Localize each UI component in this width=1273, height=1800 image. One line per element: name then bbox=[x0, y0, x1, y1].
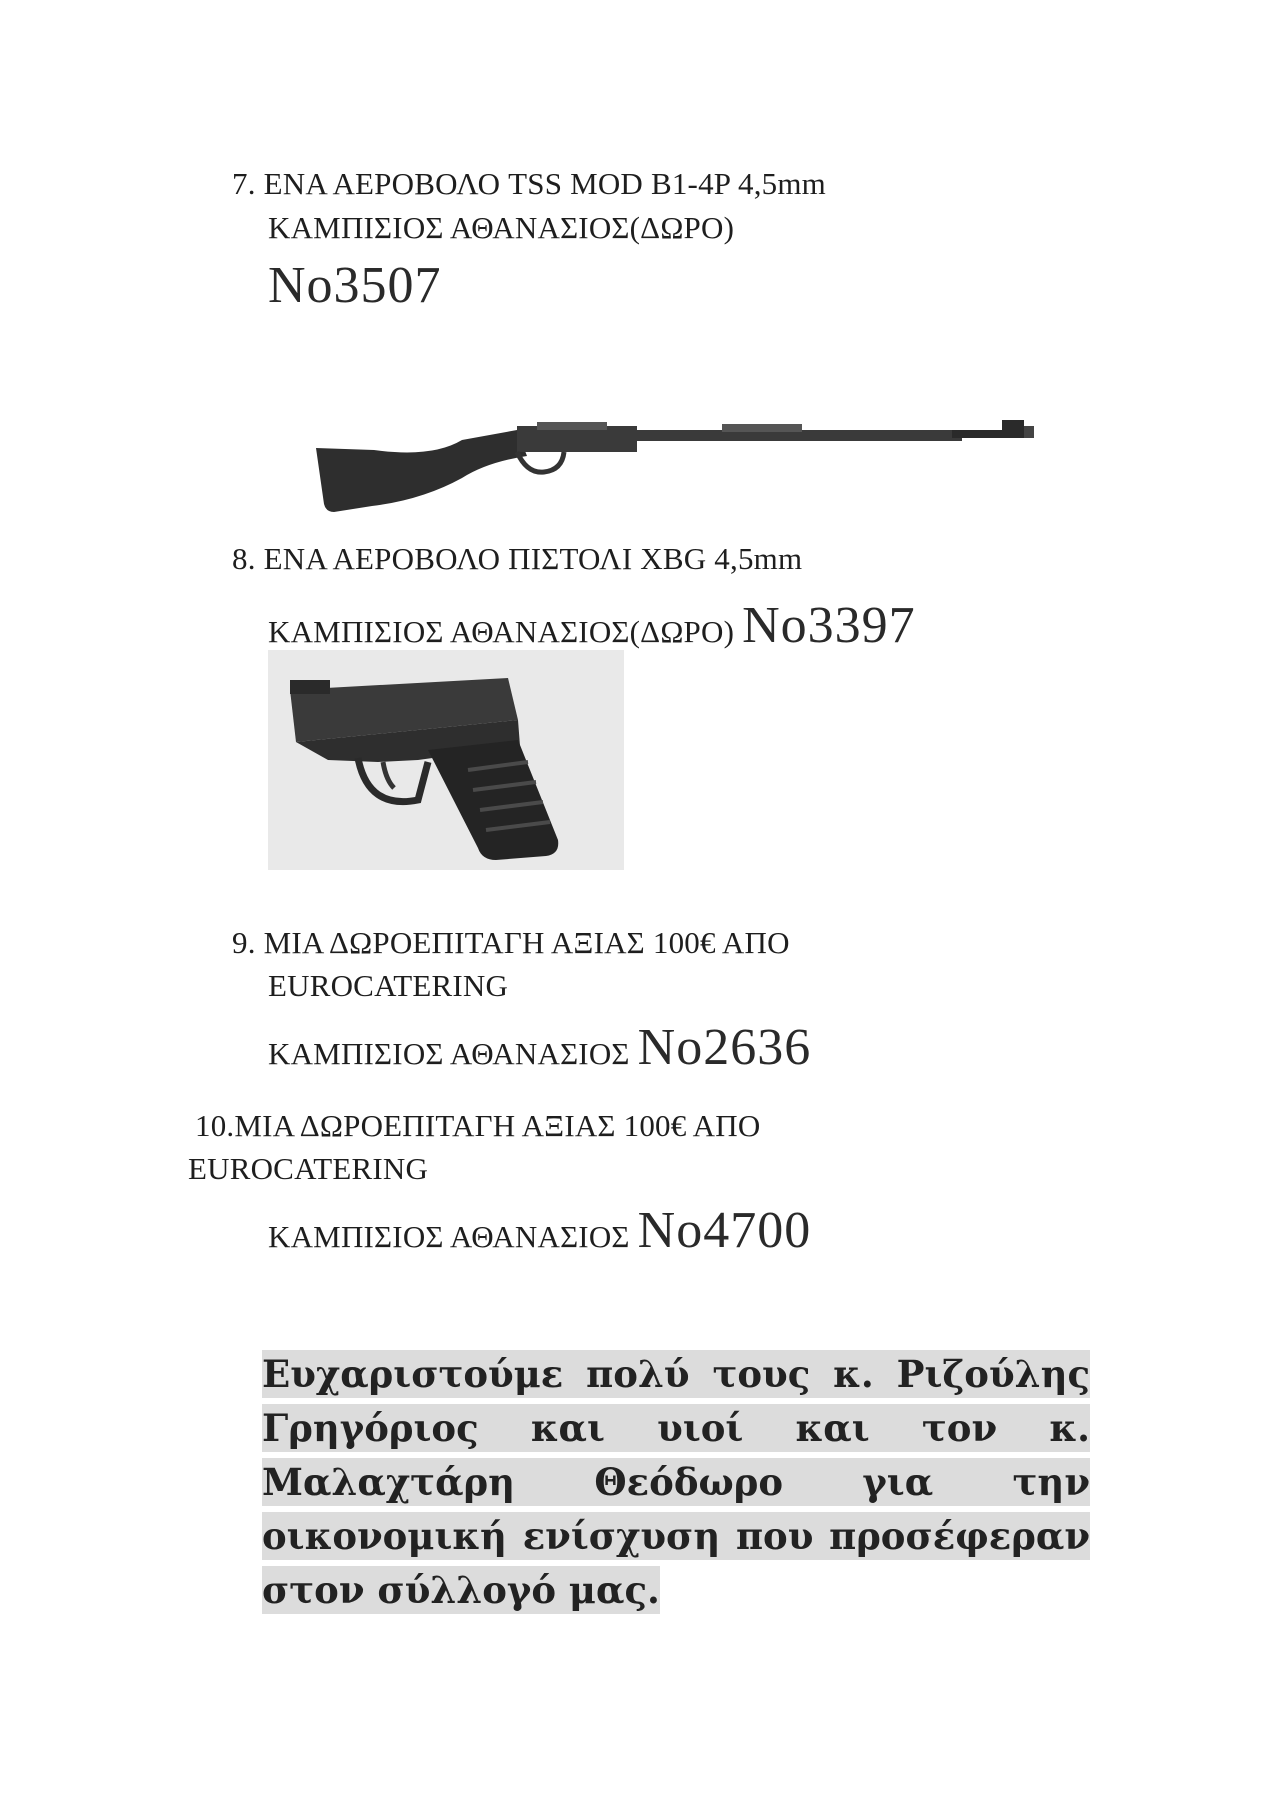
item-10-line2: EUROCATERING bbox=[188, 1151, 429, 1186]
item-9-number: No2636 bbox=[637, 1019, 812, 1076]
item-9-line2: EUROCATERING bbox=[268, 968, 509, 1003]
thanks-text: Ευχαριστούμε πολύ τους κ. Ριζούλης Γρηγόριος και υιοί και τον κ. Μαλαχτάρη Θεόδωρο για την οικονομική ενίσχυση που προσέφεραν στον σύλλογό μας. bbox=[262, 1352, 1090, 1612]
item-10-title: 10.ΜΙΑ ΔΩΡΟΕΠΙΤΑΓΗ ΑΞΙΑΣ 100€ ΑΠΟ bbox=[195, 1108, 761, 1143]
item-10-recipient: ΚΑΜΠΙΣΙΟΣ ΑΘΑΝΑΣΙΟΣ bbox=[268, 1219, 630, 1254]
item-9-recipient: ΚΑΜΠΙΣΙΟΣ ΑΘΑΝΑΣΙΟΣ bbox=[268, 1036, 630, 1071]
item-8-title: 8. ΕΝΑ ΑΕΡΟΒΟΛΟ ΠΙΣΤΟΛΙ XBG 4,5mm bbox=[232, 541, 803, 576]
item-9-recipient-row bbox=[268, 1019, 812, 1076]
item-7-number: No3507 bbox=[268, 257, 442, 314]
air-rifle-photo bbox=[312, 400, 1042, 515]
air-pistol-photo bbox=[268, 650, 624, 870]
item-8-recipient-row bbox=[268, 597, 916, 654]
thanks-paragraph bbox=[262, 1347, 1090, 1617]
item-8-recipient: ΚΑΜΠΙΣΙΟΣ ΑΘΑΝΑΣΙΟΣ(ΔΩΡΟ) bbox=[268, 614, 735, 649]
item-7-title: 7. ΕΝΑ ΑΕΡΟΒΟΛΟ TSS MOD B1-4P 4,5mm bbox=[232, 166, 826, 201]
item-8-number: No3397 bbox=[742, 597, 916, 654]
item-9-title: 9. ΜΙΑ ΔΩΡΟΕΠΙΤΑΓΗ ΑΞΙΑΣ 100€ ΑΠΟ bbox=[232, 925, 790, 960]
item-10-number: No4700 bbox=[637, 1202, 812, 1259]
item-7-recipient: ΚΑΜΠΙΣΙΟΣ ΑΘΑΝΑΣΙΟΣ(ΔΩΡΟ) bbox=[268, 210, 735, 245]
item-10-recipient-row bbox=[268, 1202, 812, 1259]
